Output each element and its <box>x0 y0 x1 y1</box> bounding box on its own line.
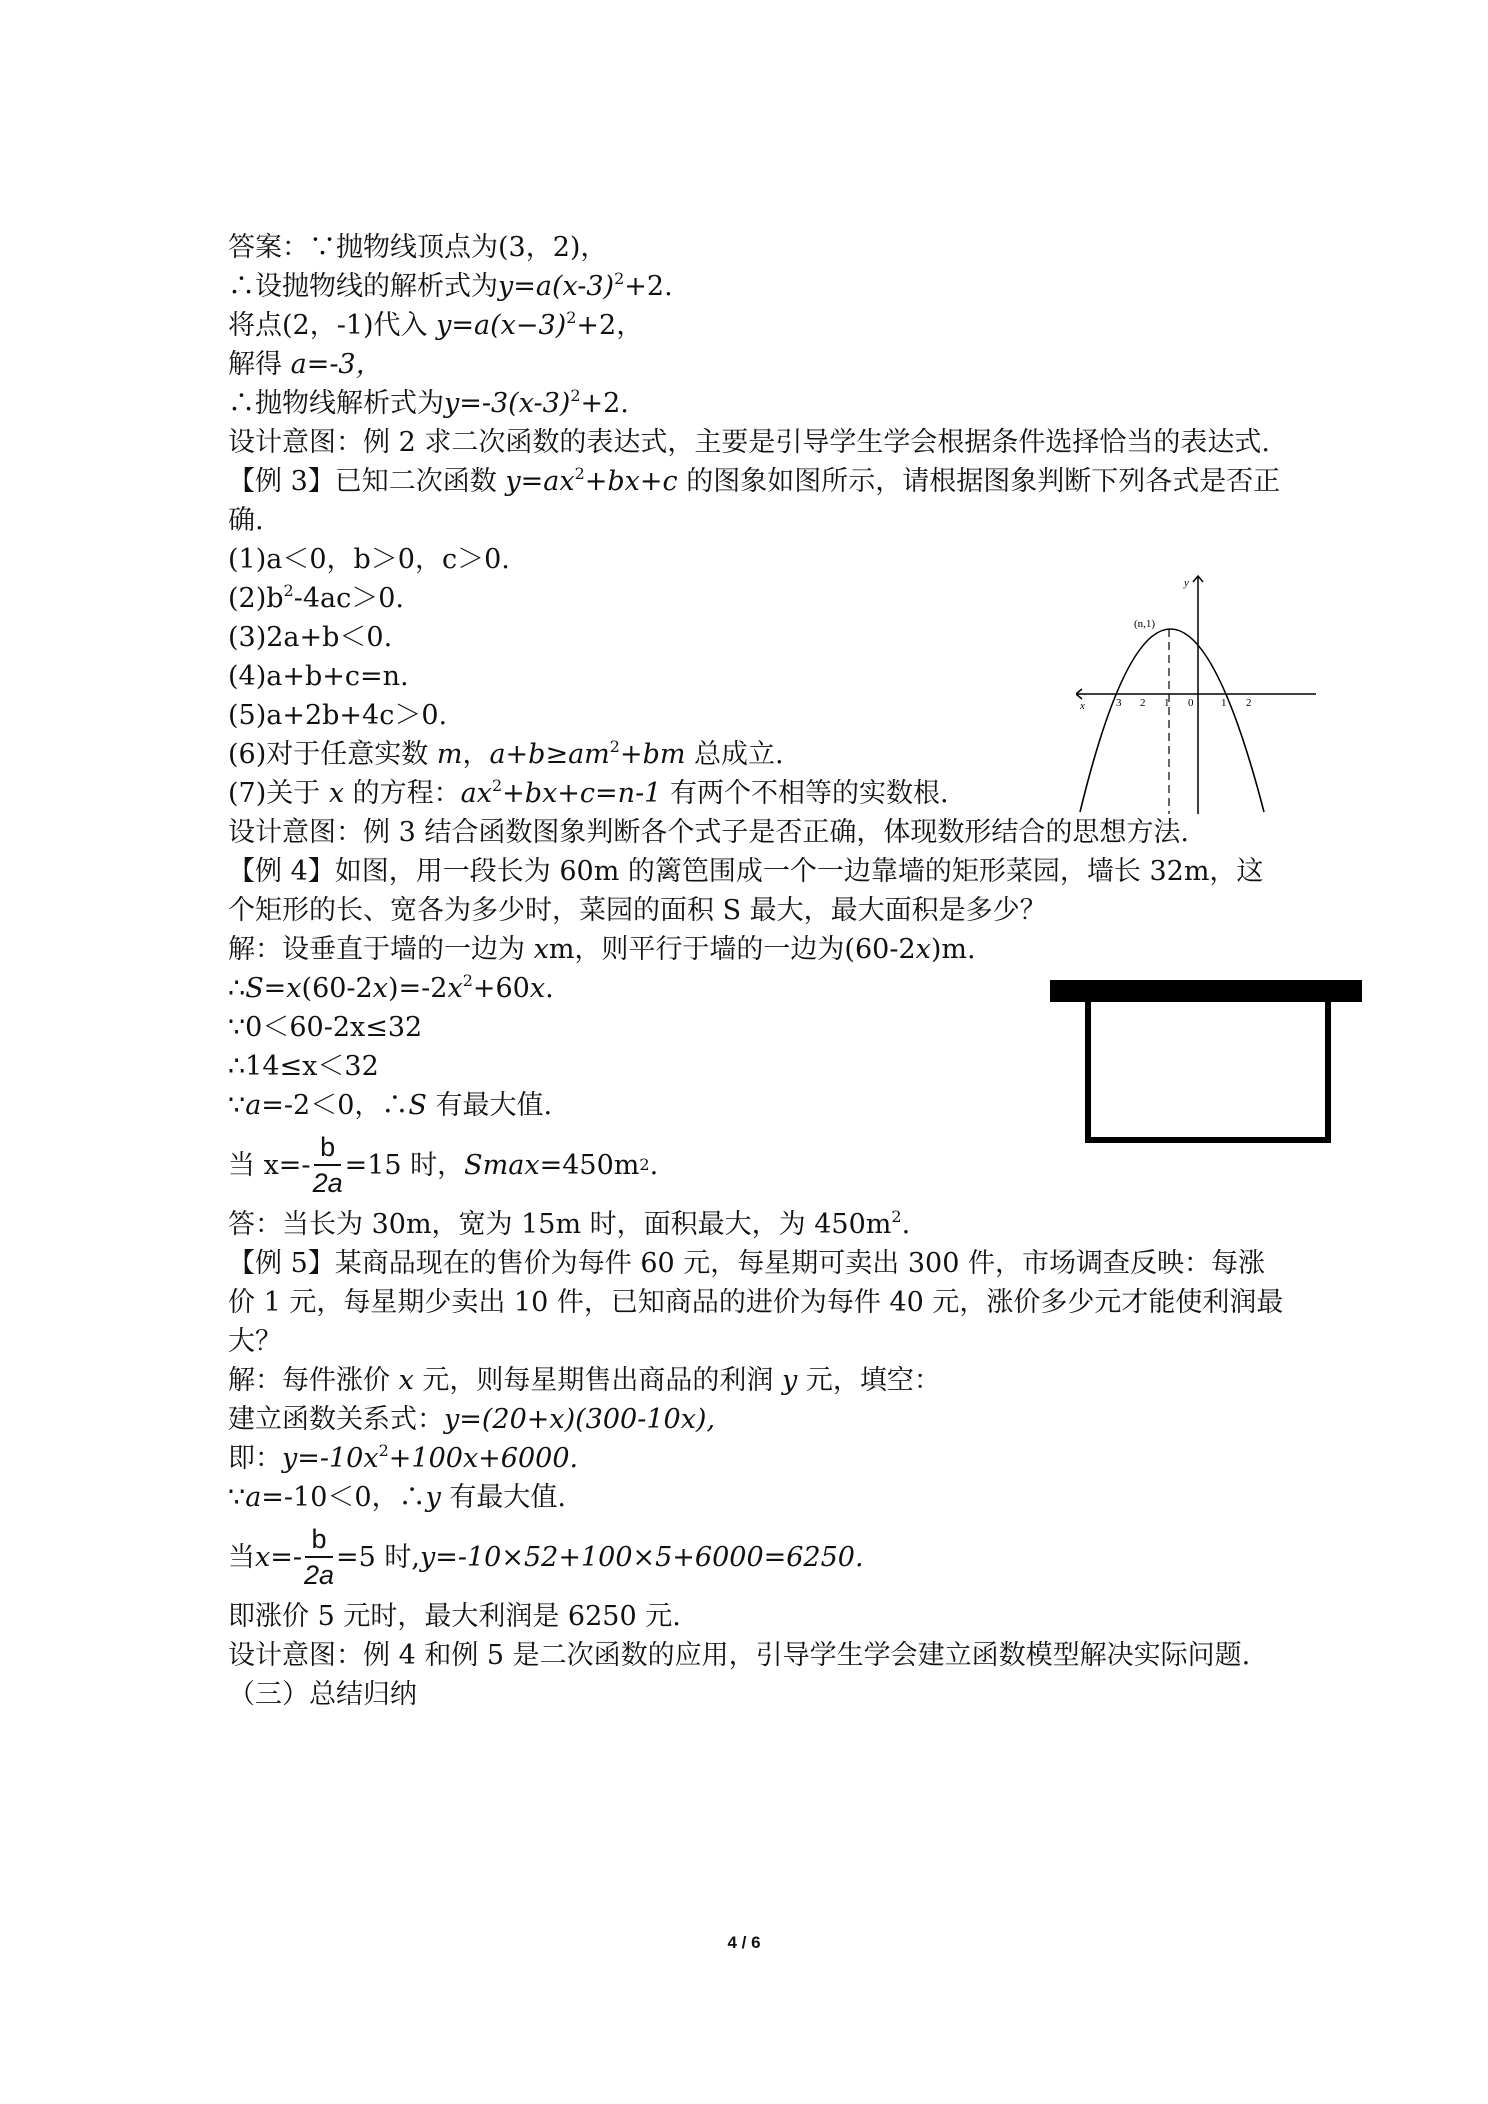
formula: y=-3(x-3) <box>444 388 571 419</box>
ex3-item-1: (1)a＜0，b＞0，c＞0. <box>228 544 510 575</box>
fraction-numerator: b <box>314 1130 341 1166</box>
ex5-sol-5 <box>228 1517 1288 1597</box>
formula: S <box>408 1090 427 1121</box>
formula: y=a(x-3) <box>498 271 615 302</box>
ex4-answer: 答：当长为 30m，宽为 15m 时，面积最大，为 $450m^2$. <box>228 1207 911 1240</box>
text-span: 解：每件涨价 <box>228 1365 399 1396</box>
formula: ax <box>460 778 492 809</box>
formula: m <box>436 739 463 770</box>
fraction <box>313 1130 343 1200</box>
text-span: =-2＜0，∴ <box>261 1090 409 1121</box>
fence-rectangle <box>1088 1002 1328 1140</box>
ex3-item-5: (5)a+2b+4c＞0. <box>228 700 448 731</box>
garden-diagram <box>1050 980 1362 1150</box>
section-heading-summary: （三）总结归纳 <box>228 1679 417 1710</box>
fraction <box>304 1522 334 1592</box>
tick-label: 1 <box>1164 697 1170 709</box>
text-line: ∴抛物线解析式为$y=-3(x-3)^2+2$. <box>228 386 629 419</box>
ex3-item-3: (3)2a+b＜0. <box>228 622 393 653</box>
text-span: (2)b <box>228 583 284 614</box>
ex4-sol-4: ∴14≤x＜32 <box>228 1051 379 1082</box>
text-span: 答案：∵抛物线顶点为(3，2)， <box>228 232 608 263</box>
formula: x <box>529 973 546 1004</box>
text-line: 将点(2，-1)代入 $y=a(x-3)^2+2$， <box>228 308 644 341</box>
formula: y=-10×52+100×5+6000=6250. <box>420 1541 864 1573</box>
ex5-conclusion: 即涨价 5 元时，最大利润是 6250 元. <box>228 1601 681 1632</box>
tick-label: 1 <box>1221 697 1227 709</box>
fraction-denominator: 2a <box>312 1168 343 1198</box>
ex5-sol-2 <box>228 1400 1288 1439</box>
example-5-prompt: 【例 5】某商品现在的售价为每件 60 元，每星期可卖出 300 件，市场调查反映：每涨价 1 元，每星期少卖出 10 件，已知商品的进价为每件 40 元，涨价多少元才能使利润最大？ <box>228 1248 1284 1357</box>
formula: a <box>245 1482 262 1513</box>
text-span: ， <box>462 739 490 770</box>
text-span: 的图象如图所示，请根据图象判断下列各式是否正确. <box>228 466 1281 536</box>
text-line <box>228 228 1288 267</box>
ex5-sol-4 <box>228 1478 1288 1517</box>
formula: y <box>425 1482 441 1513</box>
ex5-sol-3: 即：$y=-10x^2+100x+6000$. <box>228 1441 579 1474</box>
text-span: 当 <box>228 1541 255 1573</box>
ex5-sol-1 <box>228 1361 1288 1400</box>
text-span: 总成立. <box>685 739 784 770</box>
formula: x <box>398 1365 414 1396</box>
text-span: =5 时, <box>336 1541 420 1573</box>
ex3-item-4: (4)a+b+c=n. <box>228 661 409 692</box>
formula: +bm <box>619 739 686 770</box>
design-intent-ex3: 设计意图：例 3 结合函数图象判断各个式子是否正确，体现数形结合的思想方法. <box>228 817 1189 848</box>
ex3-item-6: (6)对于任意实数 m，$a+b\ge am^2+bm$ 总成立. <box>228 737 784 770</box>
text-span: ∴ <box>228 973 246 1004</box>
formula: Smax <box>464 1149 540 1181</box>
text-span: =15 时， <box>344 1149 465 1181</box>
ex3-item-2: $(2)b^2-4ac>0$. <box>228 581 404 614</box>
text-line: ∴设抛物线的解析式为$y=a(x-3)^2+2$. <box>228 269 673 302</box>
formula: x=- <box>255 1541 302 1573</box>
text-span: 建立函数关系式： <box>228 1404 444 1435</box>
formula: y=ax <box>505 466 575 497</box>
formula: x <box>328 778 345 809</box>
text-span: ∴抛物线解析式为 <box>228 388 444 419</box>
formula: x <box>372 973 388 1004</box>
text-span: (7)关于 <box>228 778 329 809</box>
formula: x <box>447 973 463 1004</box>
parabola-curve <box>1080 629 1264 812</box>
ex4-sol-2: $\therefore S=x(60-2x)=-2x^2+60x$. <box>228 971 554 1004</box>
text-span: =-10＜0，∴ <box>261 1482 426 1513</box>
text-span: ∵ <box>228 1482 246 1513</box>
ex3-item-7: (7)关于 x 的方程：$ax^2+bx+c=n-1$ 有两个不相等的实数根. <box>228 776 949 809</box>
page-number: 4 / 6 <box>727 1933 761 1952</box>
text-span: +2. <box>580 388 629 419</box>
text-span: )=-2 <box>387 973 448 1004</box>
text-span: m，则平行于墙的一边为(60-2 <box>548 934 916 965</box>
formula: y=a(x−3) <box>436 310 567 341</box>
wall <box>1050 980 1362 1002</box>
design-intent-ex2: 设计意图：例 2 求二次函数的表达式，主要是引导学生学会根据条件选择恰当的表达式. <box>228 427 1270 458</box>
formula: +bx+c <box>584 466 678 497</box>
ex4-sol-1 <box>228 930 1288 969</box>
tick-label: 2 <box>1140 697 1146 709</box>
text-span: +2. <box>624 271 673 302</box>
text-span: . <box>545 973 554 1004</box>
document-body <box>228 228 1288 1714</box>
formula: x <box>533 934 549 965</box>
tick-label: 0 <box>1188 697 1194 709</box>
text-line <box>228 345 1288 384</box>
text-span: 解：设垂直于墙的一边为 <box>228 934 534 965</box>
tick-label: 2 <box>1246 697 1252 709</box>
text-span: ∴设抛物线的解析式为 <box>228 271 498 302</box>
text-span: (60-2 <box>301 973 373 1004</box>
formula: a <box>245 1090 262 1121</box>
example-4-prompt: 【例 4】如图，用一段长为 60m 的篱笆围成一个一边靠墙的矩形菜园，墙长 32m，这个矩形的长、宽各为多少时，菜园的面积 S 最大，最大面积是多少？ <box>228 856 1264 926</box>
text-span: 元，填空： <box>797 1365 941 1396</box>
formula: a=-3， <box>290 349 383 380</box>
parabola-graph <box>1076 574 1322 814</box>
text-span: =450m <box>539 1149 640 1181</box>
formula: a+b≥am <box>489 739 610 770</box>
text-span: 解得 <box>228 349 282 380</box>
example-3-prompt: 【例 3】已知二次函数 $y=ax^2+bx+c$ 的图象如图所示，请根据图象判断下列各式是否正确. <box>228 464 1281 536</box>
text-span: 即： <box>228 1443 282 1474</box>
formula: +100x+6000. <box>388 1443 579 1474</box>
y-axis-label: y <box>1184 577 1189 589</box>
text-span: 【例 3】已知二次函数 <box>228 466 497 497</box>
design-intent-ex45: 设计意图：例 4 和例 5 是二次函数的应用，引导学生学会建立函数模型解决实际问题. <box>228 1640 1251 1671</box>
text-span: 有两个不相等的实数根. <box>661 778 949 809</box>
text-span: 将点(2，-1)代入 <box>228 310 428 341</box>
text-span: +2， <box>576 310 644 341</box>
text-span: ∵ <box>228 1090 246 1121</box>
ex4-sol-6: 当 x=- $\frac{b}{2a}$ =15 时， Smax =450m 2 . <box>228 1132 659 1198</box>
text-span: (6)对于任意实数 <box>228 739 437 770</box>
text-span: 的方程： <box>344 778 461 809</box>
formula: y=(20+x)(300-10x), <box>444 1404 716 1435</box>
text-span: )m. <box>930 934 976 965</box>
text-span: -4ac＞0. <box>293 583 404 614</box>
fraction-denominator: 2a <box>303 1560 335 1590</box>
formula: x <box>915 934 931 965</box>
ex4-sol-3: ∵0＜60-2x≤32 <box>228 1012 423 1043</box>
text-span: 元，则每星期售出商品的利润 <box>413 1365 782 1396</box>
text-span: 有最大值. <box>426 1090 553 1121</box>
text-span: 当 x=- <box>228 1149 311 1181</box>
formula: y <box>782 1365 798 1396</box>
x-axis-label: x <box>1080 700 1085 712</box>
fraction-numerator: b <box>305 1522 332 1558</box>
text-span: +60 <box>472 973 530 1004</box>
formula: S=x <box>245 973 302 1004</box>
tick-label: 3 <box>1116 697 1122 709</box>
text-span: 有最大值. <box>440 1482 567 1513</box>
vertex-label: (n,1) <box>1134 618 1156 630</box>
formula: y=-10x <box>282 1443 379 1474</box>
formula: +bx+c=n-1 <box>502 778 662 809</box>
text-span: 答：当长为 30m，宽为 15m 时，面积最大，为 450m <box>228 1209 892 1240</box>
